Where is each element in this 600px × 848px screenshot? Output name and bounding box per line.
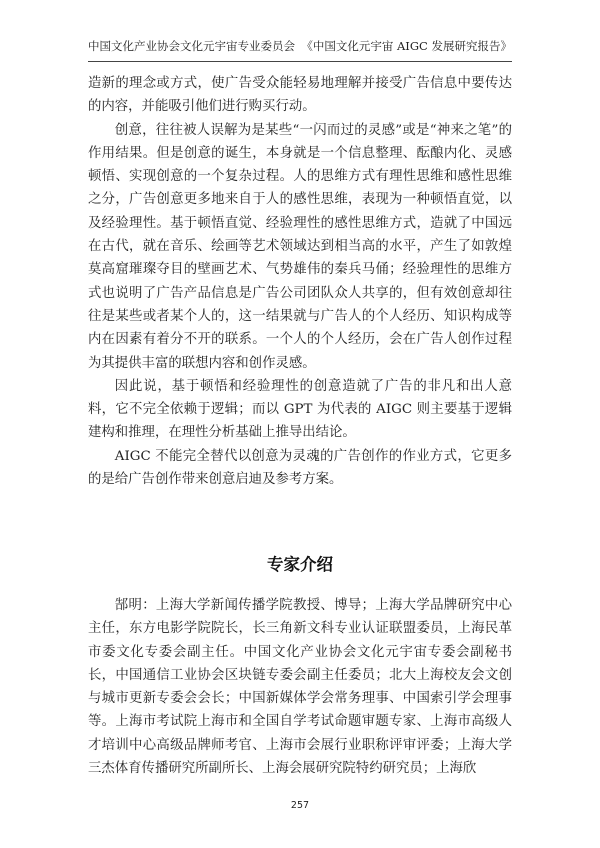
header-rule: [88, 61, 512, 62]
paragraph: AIGC 不能完全替代以创意为灵魂的广告创作的作业方式，它更多的是给广告创作带来创意启迪及参考方案。: [88, 448, 512, 488]
header-left: 中国文化产业协会文化元宇宙专业委员会: [88, 39, 295, 53]
section-title: 专家介绍: [267, 555, 333, 574]
paragraph: 创意，往往被人误解为是某些“一闪而过的灵感”或是“神来之笔”的作用结果。但是创意的诞生，本身就是一个信息整理、酝酿内化、灵感顿悟、实现创意的一个复杂过程。人的思维方式有理性思维和感性思维之分，广告创意更多地来自于人的感性思维，表现为一种顿悟直觉，以及经验理性。基于顿悟直觉、经验理性的感性思维方式，造就了中国远在古代，就在音乐、绘画等艺术领域达到相当高的水平，产生了如敦煌莫高窟璀璨夺目的壁画艺术、气势雄伟的秦兵马俑；经验理性的思维方式也说明了广告产品信息是广告公司团队众人共享的，但有效创意却往往是某些或者某个人的，这一结果就与广告人的个人经历、知识构成等内在因素有着分不开的联系。一个人的个人经历，会在广告人创作过程为其提供丰富的联想内容和创作灵感。: [88, 122, 512, 371]
expert-paragraph: 郜明：上海大学新闻传播学院教授、博导；上海大学品牌研究中心主任，东方电影学院院长，长三角新文科专业认证联盟委员，上海民革市委文化专委会副主任。中国文化产业协会文化元宇宙专委会副秘书长，中国通信工业协会区块链专委会副主任委员；北大上海校友会文创与城市更新专委会会长；中国新媒体学会常务理事、中国索引学会理事等。上海市考试院上海市和全国自学考试命题审题专家、上海市高级人才培训中心高级品牌师考官、上海市会展行业职称评审评委；上海大学三杰体育传播研究所副所长、上海会展研究院特约研究员；上海欣: [88, 598, 512, 777]
paragraph-continuation: 造新的理念或方式，使广告受众能轻易地理解并接受广告信息中要传达的内容，并能吸引他们进行购买行动。: [88, 76, 512, 115]
header-right: 《中国文化元宇宙 AIGC 发展研究报告》: [301, 39, 512, 53]
running-header: [88, 38, 512, 56]
expert-intro: [88, 594, 512, 780]
page-number: 257: [290, 800, 310, 811]
paragraph: 因此说，基于顿悟和经验理性的创意造就了广告的非凡和出人意料，它不完全依赖于逻辑；而以 GPT 为代表的 AIGC 则主要基于逻辑建构和推理，在理性分析基础上推导出结论。: [88, 378, 512, 441]
body-text: [88, 72, 512, 491]
